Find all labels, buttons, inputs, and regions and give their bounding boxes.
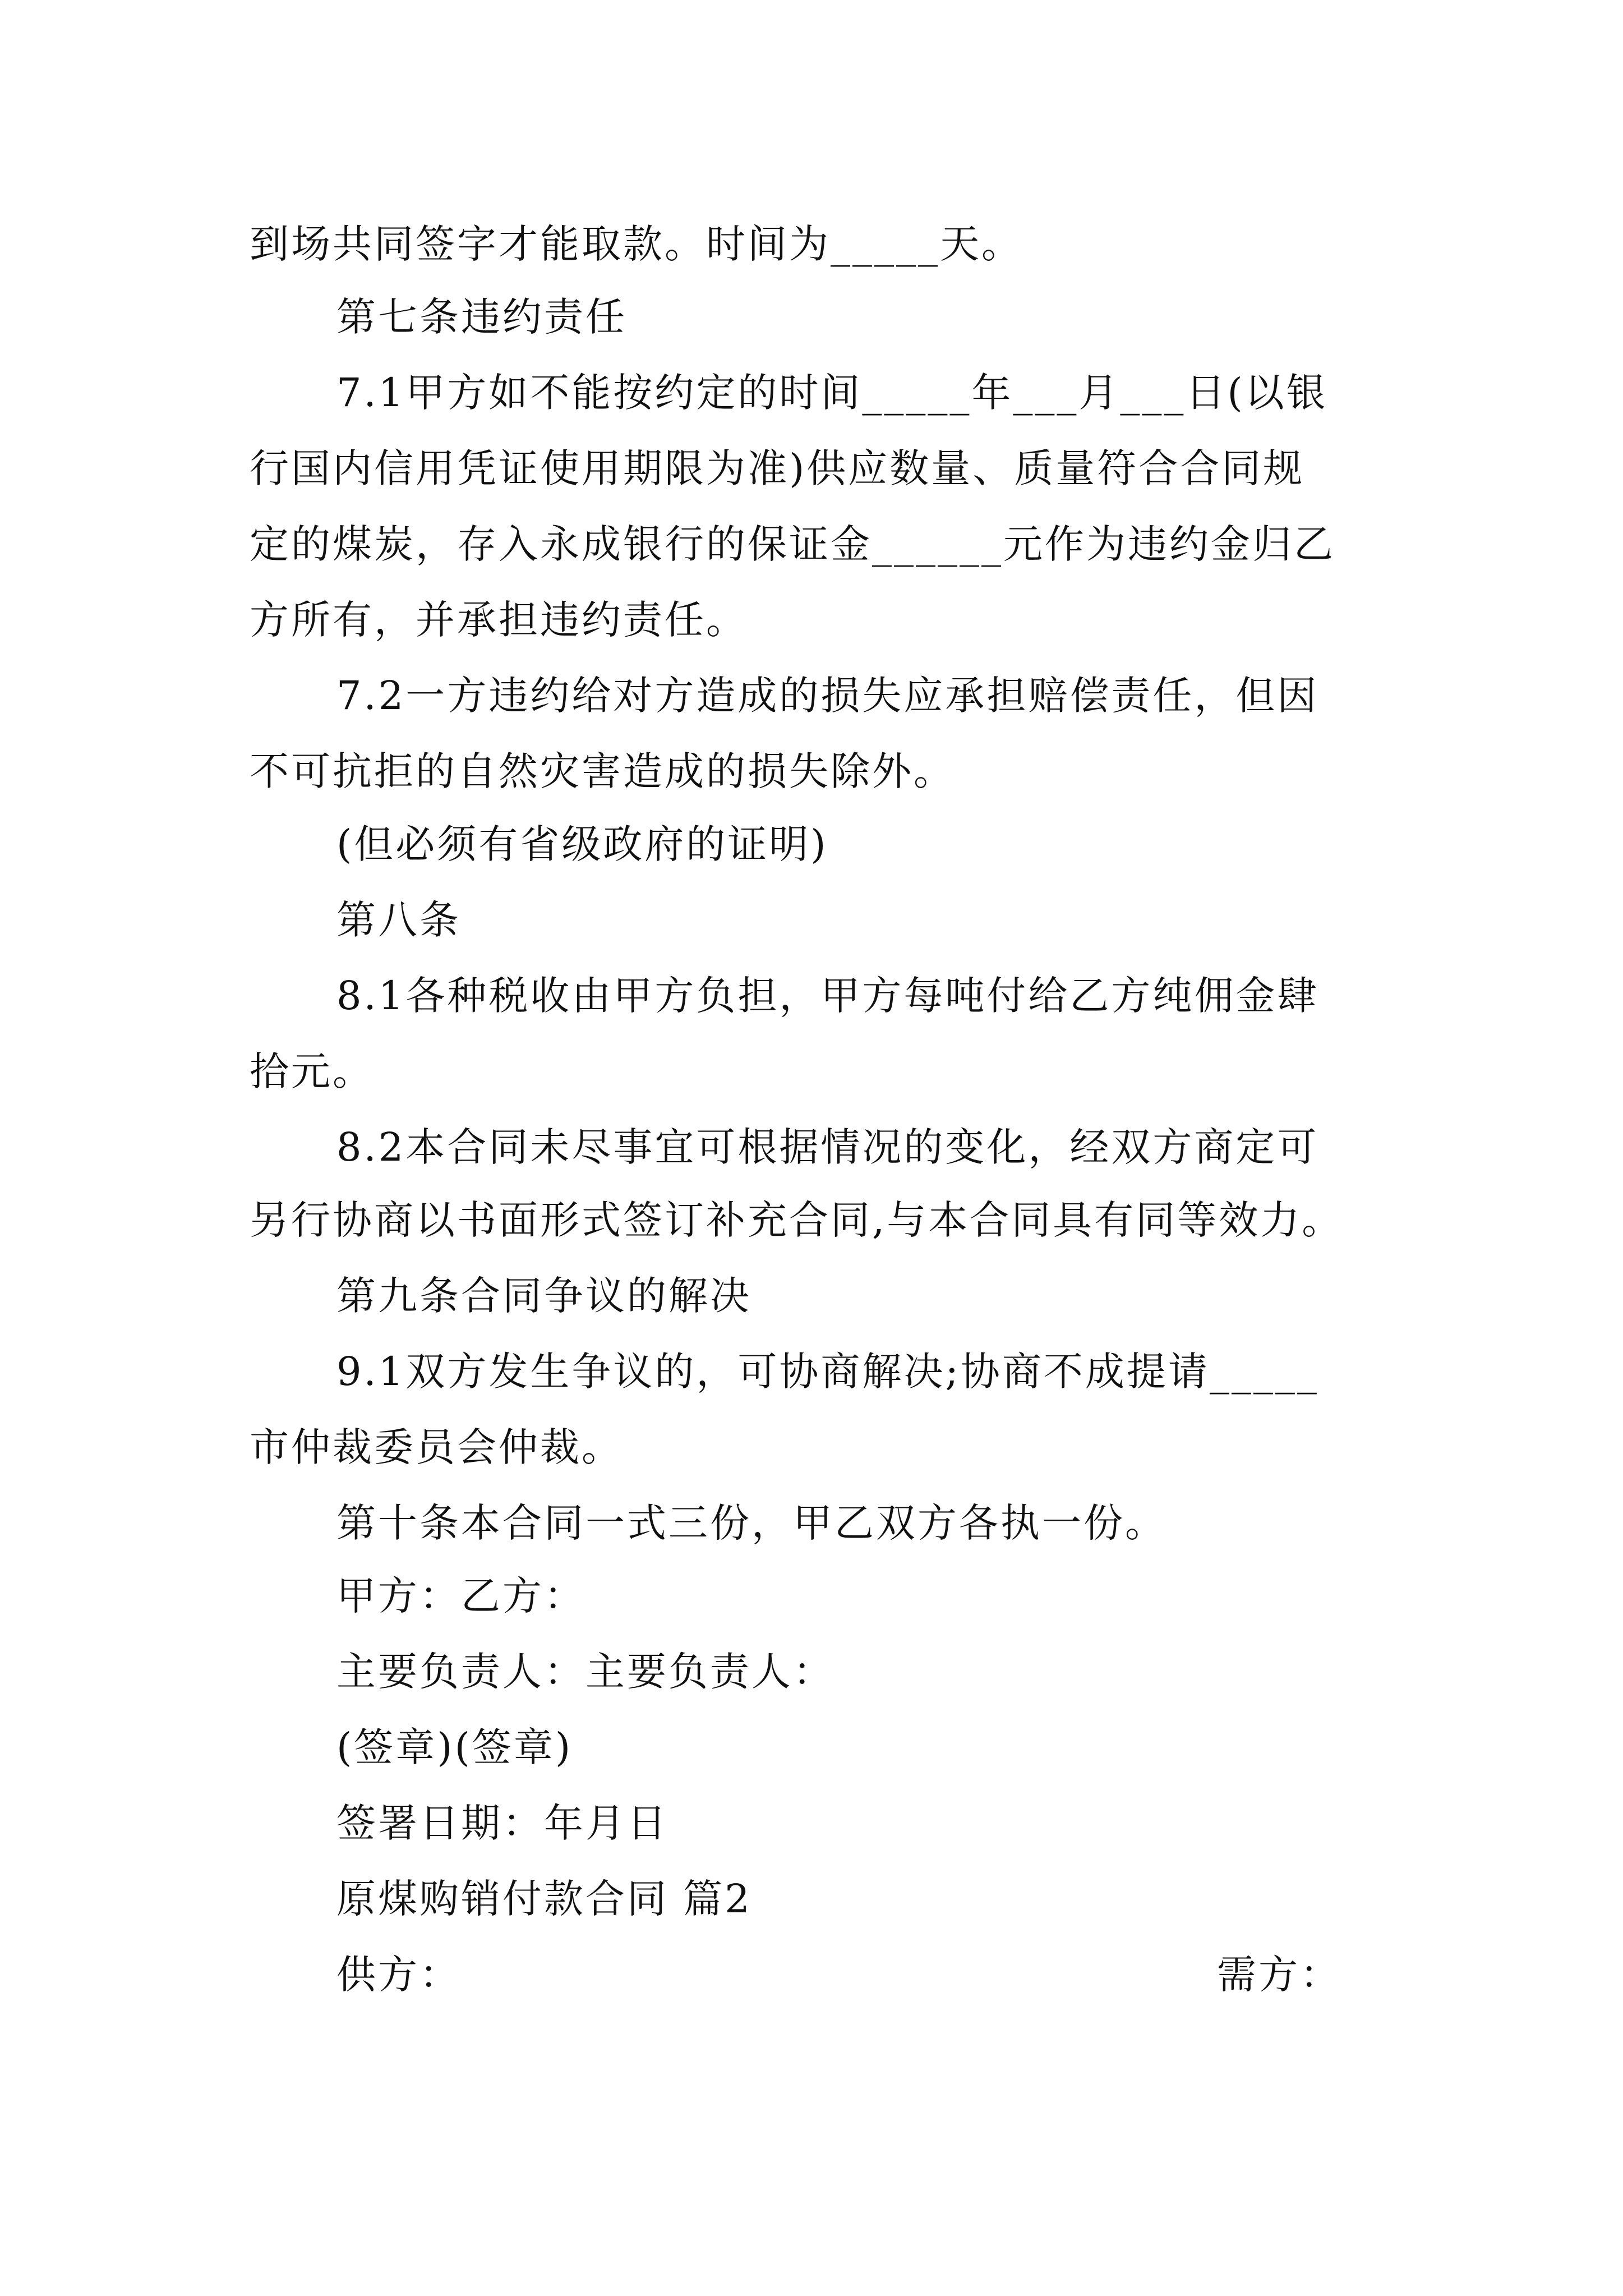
section-heading: 第八条 bbox=[336, 897, 461, 943]
paragraph-line: 定的煤炭，存入永成银行的保证金______元作为违约金归乙 bbox=[250, 521, 1335, 567]
signature-date-line: 签署日期：年月日 bbox=[336, 1800, 668, 1846]
contract-title: 原煤购销付款合同 篇2 bbox=[336, 1876, 752, 1922]
paragraph-line: 7.1甲方如不能按约定的时间_____年___月___日(以银 bbox=[336, 370, 1328, 416]
section-heading: 第九条合同争议的解决 bbox=[336, 1273, 751, 1319]
paragraph-line: 第十条本合同一式三份，甲乙双方各执一份。 bbox=[336, 1500, 1166, 1546]
paragraph-line: 9.1双方发生争议的，可协商解决;协商不成提请_____ bbox=[336, 1349, 1319, 1395]
signature-party-line: 甲方：乙方： bbox=[336, 1573, 585, 1619]
paragraph-line: 拾元。 bbox=[250, 1048, 374, 1094]
paragraph-line: 方所有，并承担违约责任。 bbox=[250, 597, 748, 643]
paragraph-line: 另行协商以书面形式签订补充合同,与本合同具有同等效力。 bbox=[250, 1197, 1344, 1243]
signature-seal-line: (签章)(签章) bbox=[336, 1724, 573, 1770]
paragraph-line: 不可抗拒的自然灾害造成的损失除外。 bbox=[250, 748, 955, 794]
paragraph-line: 到场共同签字才能取款。时间为_____天。 bbox=[250, 221, 1023, 267]
paragraph-line: 7.2一方违约给对方造成的损失应承担赔偿责任，但因 bbox=[336, 673, 1319, 719]
supplier-label: 供方： bbox=[336, 1952, 461, 1998]
paragraph-line: 行国内信用凭证使用期限为准)供应数量、质量符合合同规 bbox=[250, 445, 1305, 491]
paragraph-line: 8.2本合同未尽事宜可根据情况的变化，经双方商定可 bbox=[336, 1124, 1319, 1170]
paragraph-line: (但必须有省级政府的证明) bbox=[336, 821, 828, 867]
paragraph-line: 市仲裁委员会仲裁。 bbox=[250, 1424, 623, 1470]
section-heading: 第七条违约责任 bbox=[336, 294, 627, 340]
buyer-label: 需方： bbox=[1217, 1952, 1341, 1998]
paragraph-line: 8.1各种税收由甲方负担，甲方每吨付给乙方纯佣金肆 bbox=[336, 973, 1319, 1019]
signature-responsible-line: 主要负责人：主要负责人： bbox=[336, 1649, 834, 1695]
